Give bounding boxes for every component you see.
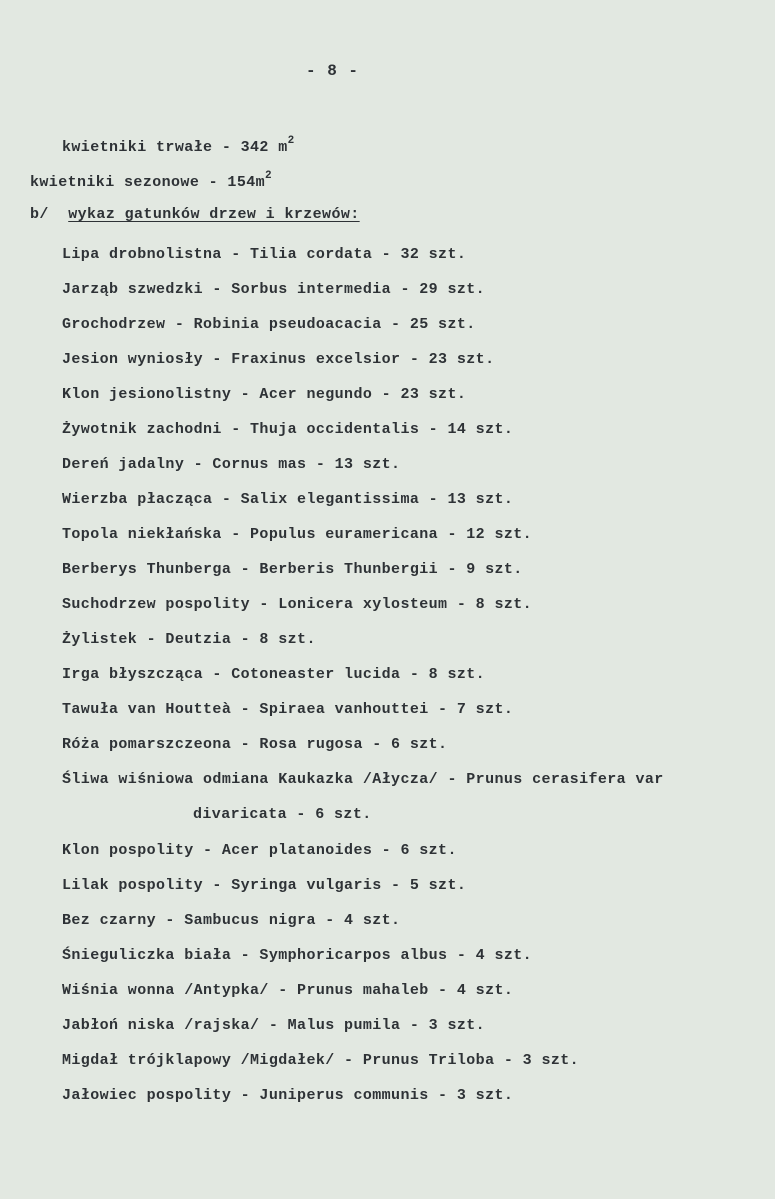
perennial-label: kwietniki trwałe - 342 m [62,139,288,156]
section-marker: b/ [30,206,49,223]
perennial-superscript: 2 [287,135,295,147]
species-item-3: Grochodrzew - Robinia pseudoacacia - 25 szt. [62,316,476,333]
species-item-17: Klon pospolity - Acer platanoides - 6 szt. [62,842,457,859]
seasonal-label: kwietniki sezonowe - 154m [30,174,266,191]
species-item-21: Wiśnia wonna /Antypka/ - Prunus mahaleb - 4 szt. [62,982,514,999]
page-number: - 8 - [306,62,360,80]
seasonal-flowerbeds-area [30,170,272,191]
species-item-22: Jabłoń niska /rajska/ - Malus pumila - 3 szt. [62,1017,486,1034]
species-item-9: Topola niekłańska - Populus euramericana - 12 szt. [62,526,533,543]
seasonal-superscript: 2 [265,170,273,182]
species-item-16: Śliwa wiśniowa odmiana Kaukazka /Ałycza/ - Prunus cerasifera var [62,771,664,788]
species-item-18: Lilak pospolity - Syringa vulgaris - 5 szt. [62,877,467,894]
species-item-24: Jałowiec pospolity - Juniperus communis - 3 szt. [62,1087,514,1104]
species-item-6: Żywotnik zachodni - Thuja occidentalis - 14 szt. [62,421,514,438]
species-item-13: Irga błyszcząca - Cotoneaster lucida - 8 szt. [62,666,486,683]
species-item-14: Tawuła van Houtteà - Spiraea vanhouttei - 7 szt. [62,701,514,718]
species-item-10: Berberys Thunberga - Berberis Thunbergii - 9 szt. [62,561,523,578]
species-item-4: Jesion wyniosły - Fraxinus excelsior - 23 szt. [62,351,495,368]
species-item-19: Bez czarny - Sambucus nigra - 4 szt. [62,912,401,929]
species-item-7: Dereń jadalny - Cornus mas - 13 szt. [62,456,401,473]
species-item-12: Żylistek - Deutzia - 8 szt. [62,631,316,648]
species-item-16-continued: divaricata - 6 szt. [193,806,372,823]
species-item-15: Róża pomarszczeona - Rosa rugosa - 6 szt. [62,736,448,753]
perennial-flowerbeds-area [62,135,295,156]
species-item-2: Jarząb szwedzki - Sorbus intermedia - 29 szt. [62,281,486,298]
species-item-23: Migdał trójklapowy /Migdałek/ - Prunus Triloba - 3 szt. [62,1052,580,1069]
section-heading-line [30,206,360,223]
species-item-8: Wierzba płacząca - Salix elegantissima - 13 szt. [62,491,514,508]
species-item-20: Śnieguliczka biała - Symphoricarpos albus - 4 szt. [62,947,533,964]
species-item-11: Suchodrzew pospolity - Lonicera xylosteum - 8 szt. [62,596,533,613]
species-item-1: Lipa drobnolistna - Tilia cordata - 32 szt. [62,246,467,263]
section-heading: wykaz gatunków drzew i krzewów: [68,206,360,223]
species-item-5: Klon jesionolistny - Acer negundo - 23 szt. [62,386,467,403]
